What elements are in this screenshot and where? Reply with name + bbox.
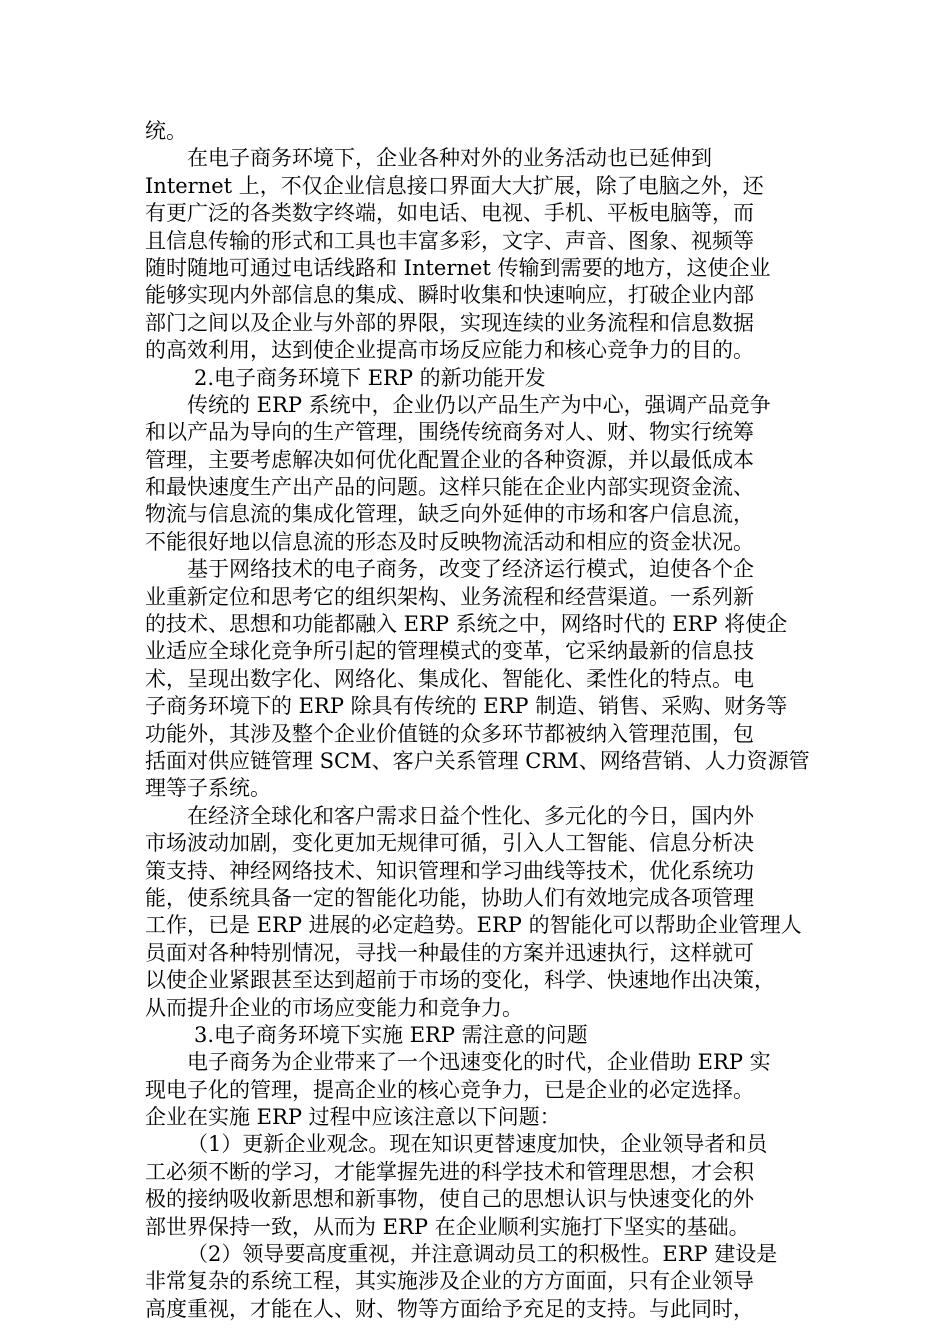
text-line: 部世界保持一致，从而为 ERP 在企业顺利实施打下坚实的基础。	[145, 1214, 750, 1239]
text-line: 策支持、神经网络技术、知识管理和学习曲线等技术，优化系统功	[145, 858, 754, 883]
text-line: （2）领导要高度重视，并注意调动员工的积极性。ERP 建设是	[187, 1242, 778, 1267]
text-line: 括面对供应链管理 SCM、客户关系管理 CRM、网络营销、人力资源管	[145, 748, 810, 773]
text-line: 企业在实施 ERP 过程中应该注意以下问题：	[145, 1105, 561, 1130]
text-line: 子商务环境下的 ERP 除具有传统的 ERP 制造、销售、采购、财务等	[145, 694, 788, 719]
text-line: 从而提升企业的市场应变能力和竞争力。	[145, 995, 523, 1020]
text-line: 非常复杂的系统工程，其实施涉及企业的方方面面，只有企业领导	[145, 1269, 754, 1294]
text-line: 有更广泛的各类数字终端，如电话、电视、手机、平板电脑等，而	[145, 201, 754, 226]
text-line: 在经济全球化和客户需求日益个性化、多元化的今日，国内外	[187, 803, 754, 828]
text-line: 部门之间以及企业与外部的界限，实现连续的业务流程和信息数据	[145, 310, 754, 335]
text-line: 业适应全球化竞争所引起的管理模式的变革，它采纳最新的信息技	[145, 639, 754, 664]
text-line: 且信息传输的形式和工具也丰富多彩，文字、声音、图象、视频等	[145, 228, 754, 253]
text-line: 基于网络技术的电子商务，改变了经济运行模式，迫使各个企	[187, 557, 754, 582]
text-line: 员面对各种特别情况，寻找一种最佳的方案并迅速执行，这样就可	[145, 940, 754, 965]
text-line: 和最快速度生产出产品的问题。这样只能在企业内部实现资金流、	[145, 475, 754, 500]
text-line: 在电子商务环境下，企业各种对外的业务活动也已延伸到	[187, 146, 712, 171]
text-line: 电子商务为企业带来了一个迅速变化的时代，企业借助 ERP 实	[187, 1050, 771, 1075]
text-line: 极的接纳吸收新思想和新事物，使自己的思想认识与快速变化的外	[145, 1187, 754, 1212]
text-line: 市场波动加剧，变化更加无规律可循，引入人工智能、信息分析决	[145, 831, 754, 856]
section-heading: 2.电子商务环境下 ERP 的新功能开发	[194, 365, 546, 390]
text-line: 的技术、思想和功能都融入 ERP 系统之中，网络时代的 ERP 将使企	[145, 612, 788, 637]
text-line: 统。	[145, 119, 187, 143]
text-line: 不能很好地以信息流的形态及时反映物流活动和相应的资金状况。	[145, 529, 754, 554]
text-line: 术，呈现出数字化、网络化、集成化、智能化、柔性化的特点。电	[145, 666, 754, 691]
text-line: 功能外，其涉及整个企业价值链的众多环节都被纳入管理范围，包	[145, 721, 754, 746]
text-line: 能够实现内外部信息的集成、瞬时收集和快速响应，打破企业内部	[145, 283, 754, 308]
text-line: 工必须不断的学习，才能掌握先进的科学技术和管理思想，才会积	[145, 1159, 754, 1184]
text-line: 管理，主要考虑解决如何优化配置企业的各种资源，并以最低成本	[145, 447, 754, 472]
text-line: Internet 上，不仅企业信息接口界面大大扩展，除了电脑之外，还	[145, 173, 764, 198]
text-line: 传统的 ERP 系统中，企业仍以产品生产为中心，强调产品竞争	[187, 392, 771, 417]
text-line: 高度重视，才能在人、财、物等方面给予充足的支持。与此同时，	[145, 1296, 754, 1321]
text-line: 随时随地可通过电话线路和 Internet 传输到需要的地方，这使企业	[145, 255, 771, 280]
text-line: 和以产品为导向的生产管理，围绕传统商务对人、财、物实行统筹	[145, 420, 754, 445]
text-line: 工作，已是 ERP 进展的必定趋势。ERP 的智能化可以帮助企业管理人	[145, 913, 802, 938]
text-line: 物流与信息流的集成化管理，缺乏向外延伸的市场和客户信息流，	[145, 502, 754, 527]
text-line: （1）更新企业观念。现在知识更替速度加快，企业领导者和员	[187, 1132, 768, 1157]
document-body	[145, 118, 810, 1323]
section-heading: 3.电子商务环境下实施 ERP 需注意的问题	[194, 1022, 588, 1047]
text-line: 的高效利用，达到使企业提高市场反应能力和核心竞争力的目的。	[145, 338, 754, 363]
text-line: 理等子系统。	[145, 776, 271, 801]
text-line: 业重新定位和思考它的组织架构、业务流程和经营渠道。一系列新	[145, 584, 754, 609]
text-line: 以使企业紧跟甚至达到超前于市场的变化，科学、快速地作出决策，	[145, 968, 775, 993]
text-line: 现电子化的管理，提高企业的核心竞争力，已是企业的必定选择。	[145, 1077, 754, 1102]
text-line: 能，使系统具备一定的智能化功能，协助人们有效地完成各项管理	[145, 885, 754, 910]
